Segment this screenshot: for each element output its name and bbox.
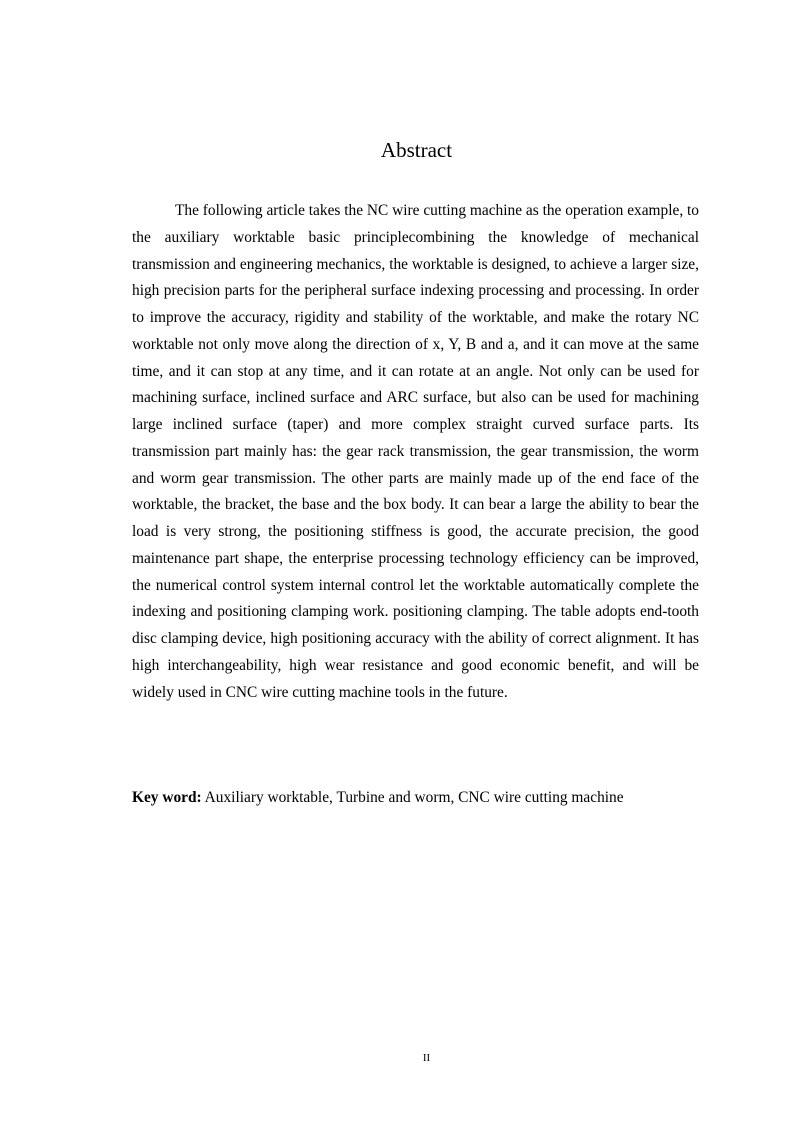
keywords-label: Key word: <box>132 789 202 806</box>
abstract-body: The following article takes the NC wire cutting machine as the operation example, to the auxiliary worktable basic principlecombining the knowledge of mechanical transmission and engineering mechanics, the worktable is designed, to achieve a larger size, high precision parts for the peripheral surface indexing processing and processing. In order to improve the accuracy, rigidity and stability of the worktable, and make the rotary NC worktable not only move along the direction of x, Y, B and a, and it can move at the same time, and it can stop at any time, and it can rotate at an angle. Not only can be used for machining surface, inclined surface and ARC surface, but also can be used for machining large inclined surface (taper) and more complex straight curved surface parts. Its transmission part mainly has: the gear rack transmission, the gear transmission, the worm and worm gear transmission. The other parts are mainly made up of the end face of the worktable, the bracket, the base and the box body. It can bear a large the ability to bear the load is very strong, the positioning stiffness is good, the accurate precision, the good maintenance part shape, the enterprise processing technology efficiency can be improved, the numerical control system internal control let the worktable automatically complete the indexing and positioning clamping work. positioning clamping. The table adopts end-tooth disc clamping device, high positioning accuracy with the ability of correct alignment. It has high interchangeability, high wear resistance and good economic benefit, and will be widely used in CNC wire cutting machine tools in the future. <box>132 202 699 701</box>
keywords-text: Auxiliary worktable, Turbine and worm, CNC wire cutting machine <box>201 789 624 806</box>
keywords-line <box>132 785 732 811</box>
page-number: II <box>422 1052 431 1064</box>
abstract-title: Abstract <box>380 138 453 162</box>
